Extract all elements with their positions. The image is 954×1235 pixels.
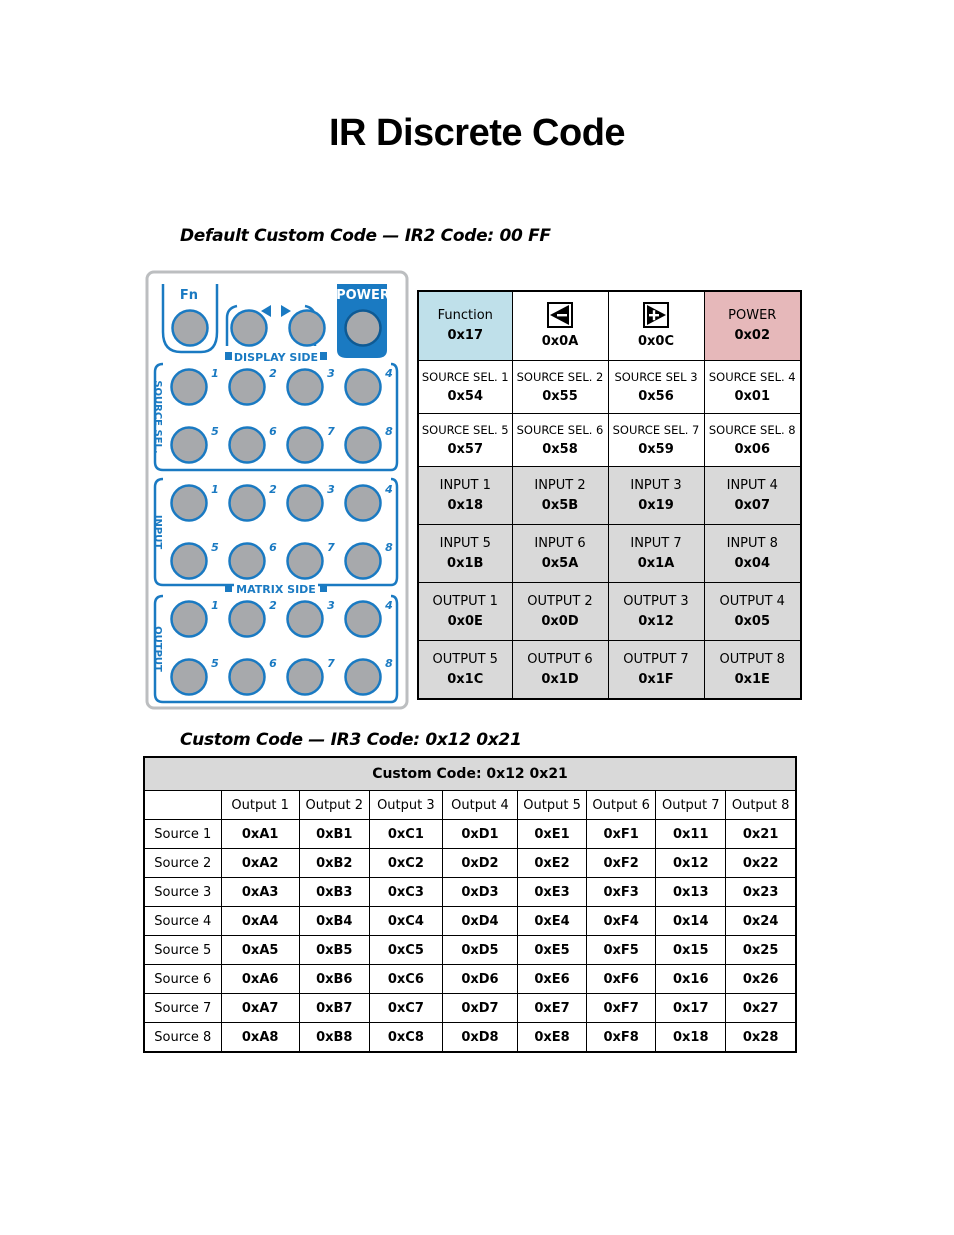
- code-cell: 0xA2: [221, 849, 299, 878]
- code-cell: [608, 361, 704, 414]
- code-cell: 0xE6: [518, 965, 587, 994]
- code-value: 0x1B: [447, 555, 484, 571]
- code-cell: 0x13: [656, 878, 726, 907]
- code-cell: [512, 414, 608, 467]
- display-side-marker: [320, 352, 327, 360]
- display-side-label: DISPLAY SIDE: [233, 351, 319, 364]
- code-label: INPUT 5: [439, 535, 491, 551]
- ir-remote-illustration: [145, 270, 409, 710]
- code-value: 0x0E: [447, 613, 483, 629]
- source-sel-number-5: 5: [211, 425, 219, 438]
- code-cell: [418, 641, 512, 700]
- code-cell: 0xF5: [587, 936, 656, 965]
- code-cell: 0xE8: [518, 1023, 587, 1053]
- code-label: Function: [437, 308, 493, 323]
- code-label: OUTPUT 7: [623, 651, 689, 667]
- code-label: INPUT 1: [439, 477, 491, 493]
- code-cell: 0xF7: [587, 994, 656, 1023]
- row-header: Source 7: [144, 994, 221, 1023]
- code-value: 0x18: [447, 497, 484, 513]
- code-cell: 0xB2: [299, 849, 369, 878]
- code-row: [418, 467, 801, 525]
- code-cell: 0xF4: [587, 907, 656, 936]
- code-cell: 0x23: [726, 878, 796, 907]
- power-button[interactable]: [346, 311, 381, 346]
- output-button-7[interactable]: [288, 660, 323, 695]
- source-sel-number-4: 4: [385, 367, 393, 380]
- output-number-8: 8: [385, 657, 393, 670]
- source-sel-number-7: 7: [327, 425, 335, 438]
- code-cell-left-arrow: [512, 291, 608, 361]
- code-cell: [418, 583, 512, 641]
- minus-arrow-left-icon: [547, 302, 573, 328]
- section-heading-default-code: Default Custom Code — IR2 Code: 00 FF: [180, 226, 551, 246]
- code-cell: 0x22: [726, 849, 796, 878]
- code-cell: 0xA7: [221, 994, 299, 1023]
- code-value: 0x12: [638, 613, 674, 629]
- code-cell: 0xF3: [587, 878, 656, 907]
- input-button-5[interactable]: [172, 544, 207, 579]
- code-value: 0x55: [542, 389, 578, 404]
- code-cell: 0xD5: [442, 936, 517, 965]
- input-button-8[interactable]: [346, 544, 381, 579]
- source-sel-button-4[interactable]: [346, 370, 381, 405]
- code-cell-power: [704, 291, 801, 361]
- code-value: 0x0D: [541, 613, 579, 629]
- matrix-side-marker: [320, 584, 327, 592]
- code-row: [418, 361, 801, 414]
- code-label: SOURCE SEL. 2: [516, 370, 604, 384]
- code-cell: 0xF6: [587, 965, 656, 994]
- code-value: 0x01: [734, 389, 771, 404]
- code-cell: 0xA1: [221, 820, 299, 849]
- code-label: INPUT 4: [726, 477, 778, 493]
- row-header: Source 8: [144, 1023, 221, 1053]
- column-header: Output 3: [369, 791, 442, 820]
- table-row: [144, 907, 796, 936]
- code-cell: 0xE5: [518, 936, 587, 965]
- code-label: INPUT 3: [630, 477, 682, 493]
- code-cell: 0xB7: [299, 994, 369, 1023]
- code-cell: 0xA5: [221, 936, 299, 965]
- output-number-6: 6: [269, 657, 277, 670]
- output-button-1[interactable]: [172, 602, 207, 637]
- code-cell: 0xC6: [369, 965, 442, 994]
- output-number-5: 5: [211, 657, 219, 670]
- code-cell: 0xD7: [442, 994, 517, 1023]
- code-value: 0x19: [638, 497, 674, 513]
- table-row: [144, 1023, 796, 1053]
- code-cell: [608, 583, 704, 641]
- code-cell: 0x21: [726, 820, 796, 849]
- fn-label: Fn: [179, 288, 199, 303]
- code-cell: [512, 361, 608, 414]
- code-value: 0x58: [542, 442, 578, 457]
- code-cell: 0xD8: [442, 1023, 517, 1053]
- code-cell: [418, 467, 512, 525]
- code-value: 0x1D: [541, 671, 579, 687]
- input-button-7[interactable]: [288, 544, 323, 579]
- code-value: 0x56: [638, 389, 674, 404]
- code-cell: 0xD4: [442, 907, 517, 936]
- output-number-4: 4: [385, 599, 393, 612]
- custom-table-caption: Custom Code: 0x12 0x21: [144, 757, 796, 791]
- code-label: OUTPUT 6: [527, 651, 593, 667]
- code-cell: [512, 583, 608, 641]
- column-header: Output 4: [442, 791, 517, 820]
- code-value: 0x5B: [541, 497, 579, 513]
- code-cell: 0x24: [726, 907, 796, 936]
- section-heading-custom-code: Custom Code — IR3 Code: 0x12 0x21: [180, 730, 522, 750]
- input-number-7: 7: [327, 541, 335, 554]
- input-number-1: 1: [211, 483, 219, 496]
- code-label: INPUT 2: [534, 477, 586, 493]
- column-header: Output 7: [656, 791, 726, 820]
- code-cell: [608, 467, 704, 525]
- code-cell: [512, 641, 608, 700]
- code-cell-right-arrow: [608, 291, 704, 361]
- code-cell: 0xC2: [369, 849, 442, 878]
- input-number-4: 4: [385, 483, 393, 496]
- code-cell: [704, 641, 801, 700]
- code-cell: 0xC7: [369, 994, 442, 1023]
- code-cell: 0xB6: [299, 965, 369, 994]
- code-cell: 0xC5: [369, 936, 442, 965]
- code-cell: [704, 414, 801, 467]
- code-cell: 0x16: [656, 965, 726, 994]
- code-cell: 0xA3: [221, 878, 299, 907]
- code-label: OUTPUT 2: [527, 593, 593, 609]
- code-label: SOURCE SEL 3: [614, 370, 698, 384]
- output-button-3[interactable]: [288, 602, 323, 637]
- code-cell: 0xC3: [369, 878, 442, 907]
- code-cell: [608, 525, 704, 583]
- source-sel-label: SOURCE SEL.: [152, 380, 163, 454]
- code-label: INPUT 6: [534, 535, 586, 551]
- code-cell: 0x18: [656, 1023, 726, 1053]
- row-header: Source 4: [144, 907, 221, 936]
- output-number-2: 2: [269, 599, 277, 612]
- row-header: Source 3: [144, 878, 221, 907]
- code-value: 0x06: [734, 442, 771, 457]
- power-label: POWER: [336, 288, 390, 303]
- code-cell: 0x27: [726, 994, 796, 1023]
- source-sel-button-8[interactable]: [346, 428, 381, 463]
- code-cell: 0xF1: [587, 820, 656, 849]
- code-cell: [512, 525, 608, 583]
- source-sel-number-3: 3: [327, 367, 335, 380]
- row-header: Source 6: [144, 965, 221, 994]
- code-cell: 0x17: [656, 994, 726, 1023]
- matrix-side-marker: [225, 584, 232, 592]
- input-button-4[interactable]: [346, 486, 381, 521]
- display-side-marker: [225, 352, 232, 360]
- row-header: Source 5: [144, 936, 221, 965]
- code-label: SOURCE SEL. 1: [421, 370, 509, 384]
- code-value: 0x1C: [447, 671, 484, 687]
- code-label: POWER: [728, 308, 777, 323]
- code-cell: 0xC8: [369, 1023, 442, 1053]
- code-value: 0x57: [447, 442, 484, 457]
- code-cell: 0xE3: [518, 878, 587, 907]
- code-value: 0x54: [447, 389, 484, 404]
- source-sel-button-6[interactable]: [230, 428, 265, 463]
- output-number-7: 7: [327, 657, 335, 670]
- code-label: OUTPUT 1: [432, 593, 498, 609]
- code-value: 0x1F: [638, 671, 674, 687]
- code-cell: [704, 361, 801, 414]
- fn-button[interactable]: [173, 311, 208, 346]
- code-cell: 0xD1: [442, 820, 517, 849]
- code-value: 0x1E: [734, 671, 770, 687]
- output-button-4[interactable]: [346, 602, 381, 637]
- row-header: Source 2: [144, 849, 221, 878]
- output-number-1: 1: [211, 599, 219, 612]
- code-value: 0x0C: [637, 334, 675, 349]
- code-cell: [418, 525, 512, 583]
- row-header: Source 1: [144, 820, 221, 849]
- source-sel-number-1: 1: [211, 367, 219, 380]
- code-label: INPUT 7: [630, 535, 682, 551]
- code-cell: 0xB1: [299, 820, 369, 849]
- source-sel-button-7[interactable]: [288, 428, 323, 463]
- input-button-2[interactable]: [230, 486, 265, 521]
- code-label: OUTPUT 3: [623, 593, 689, 609]
- code-label: SOURCE SEL. 7: [612, 423, 700, 437]
- input-number-2: 2: [269, 483, 277, 496]
- code-value: 0x17: [447, 328, 484, 343]
- code-cell: 0x15: [656, 936, 726, 965]
- output-button-5[interactable]: [172, 660, 207, 695]
- input-number-3: 3: [327, 483, 335, 496]
- code-cell: [704, 467, 801, 525]
- input-button-6[interactable]: [230, 544, 265, 579]
- code-cell: 0xA6: [221, 965, 299, 994]
- column-header: Output 8: [726, 791, 796, 820]
- code-cell: 0x14: [656, 907, 726, 936]
- code-cell: 0xD3: [442, 878, 517, 907]
- code-cell: 0xB4: [299, 907, 369, 936]
- input-number-6: 6: [269, 541, 277, 554]
- left-arrow-button[interactable]: [232, 311, 267, 346]
- code-cell: 0x28: [726, 1023, 796, 1053]
- code-cell: [418, 361, 512, 414]
- code-label: OUTPUT 4: [719, 593, 785, 609]
- code-cell: [704, 583, 801, 641]
- code-cell: 0xE2: [518, 849, 587, 878]
- code-label: SOURCE SEL. 5: [421, 423, 509, 437]
- code-label: SOURCE SEL. 4: [708, 370, 796, 384]
- code-cell: 0xC4: [369, 907, 442, 936]
- page-title: IR Discrete Code: [328, 112, 626, 154]
- column-header: Output 1: [221, 791, 299, 820]
- output-label: OUTPUT: [152, 626, 163, 672]
- source-sel-button-3[interactable]: [288, 370, 323, 405]
- table-row: [144, 820, 796, 849]
- code-cell: 0xB3: [299, 878, 369, 907]
- code-value: 0x05: [734, 613, 771, 629]
- code-value: 0x04: [734, 555, 771, 571]
- table-row: [144, 849, 796, 878]
- code-cell: 0xF8: [587, 1023, 656, 1053]
- matrix-side-label: MATRIX SIDE: [236, 583, 316, 596]
- code-cell: [418, 414, 512, 467]
- code-cell: [608, 414, 704, 467]
- code-cell: 0xA8: [221, 1023, 299, 1053]
- column-header: Output 6: [587, 791, 656, 820]
- code-cell: 0xE1: [518, 820, 587, 849]
- right-arrow-button[interactable]: [290, 311, 325, 346]
- plus-arrow-right-icon: [643, 302, 669, 328]
- output-button-2[interactable]: [230, 602, 265, 637]
- code-cell: 0xD6: [442, 965, 517, 994]
- input-label: INPUT: [152, 514, 163, 550]
- source-sel-number-8: 8: [385, 425, 393, 438]
- code-cell: 0xB8: [299, 1023, 369, 1053]
- code-cell-fn: [418, 291, 512, 361]
- source-sel-button-5[interactable]: [172, 428, 207, 463]
- code-label: SOURCE SEL. 8: [708, 423, 796, 437]
- code-label: SOURCE SEL. 6: [516, 423, 604, 437]
- code-cell: 0xB5: [299, 936, 369, 965]
- code-row-top: [418, 291, 801, 361]
- code-cell: 0x11: [656, 820, 726, 849]
- code-label: OUTPUT 5: [432, 651, 498, 667]
- code-value: 0x07: [734, 497, 771, 513]
- default-code-table: [417, 290, 802, 700]
- source-sel-button-1[interactable]: [172, 370, 207, 405]
- code-cell: [512, 467, 608, 525]
- code-value: 0x5A: [541, 555, 579, 571]
- code-cell: 0x26: [726, 965, 796, 994]
- code-cell: 0x25: [726, 936, 796, 965]
- code-row: [418, 525, 801, 583]
- code-row: [418, 414, 801, 467]
- code-cell: 0xF2: [587, 849, 656, 878]
- column-header: [144, 791, 221, 820]
- table-row: [144, 965, 796, 994]
- column-header: Output 5: [518, 791, 587, 820]
- source-sel-button-2[interactable]: [230, 370, 265, 405]
- table-row: [144, 878, 796, 907]
- custom-code-table: [143, 756, 797, 1053]
- input-number-5: 5: [211, 541, 219, 554]
- source-sel-number-2: 2: [269, 367, 277, 380]
- code-cell: 0xE4: [518, 907, 587, 936]
- custom-table-caption-row: [144, 757, 796, 791]
- code-cell: 0xE7: [518, 994, 587, 1023]
- output-number-3: 3: [327, 599, 335, 612]
- custom-table-header-row: [144, 791, 796, 820]
- input-number-8: 8: [385, 541, 393, 554]
- code-label: INPUT 8: [726, 535, 778, 551]
- column-header: Output 2: [299, 791, 369, 820]
- input-button-3[interactable]: [288, 486, 323, 521]
- table-row: [144, 994, 796, 1023]
- source-sel-number-6: 6: [269, 425, 277, 438]
- code-value: 0x02: [734, 328, 771, 343]
- code-value: 0x59: [638, 442, 674, 457]
- code-cell: 0xA4: [221, 907, 299, 936]
- output-button-6[interactable]: [230, 660, 265, 695]
- input-button-1[interactable]: [172, 486, 207, 521]
- table-row: [144, 936, 796, 965]
- code-label: OUTPUT 8: [719, 651, 785, 667]
- code-row: [418, 583, 801, 641]
- output-button-8[interactable]: [346, 660, 381, 695]
- code-value: 0x1A: [637, 555, 675, 571]
- code-cell: [608, 641, 704, 700]
- code-cell: [704, 525, 801, 583]
- code-cell: 0xC1: [369, 820, 442, 849]
- code-cell: 0xD2: [442, 849, 517, 878]
- code-value: 0x0A: [541, 334, 579, 349]
- code-cell: 0x12: [656, 849, 726, 878]
- code-row: [418, 641, 801, 700]
